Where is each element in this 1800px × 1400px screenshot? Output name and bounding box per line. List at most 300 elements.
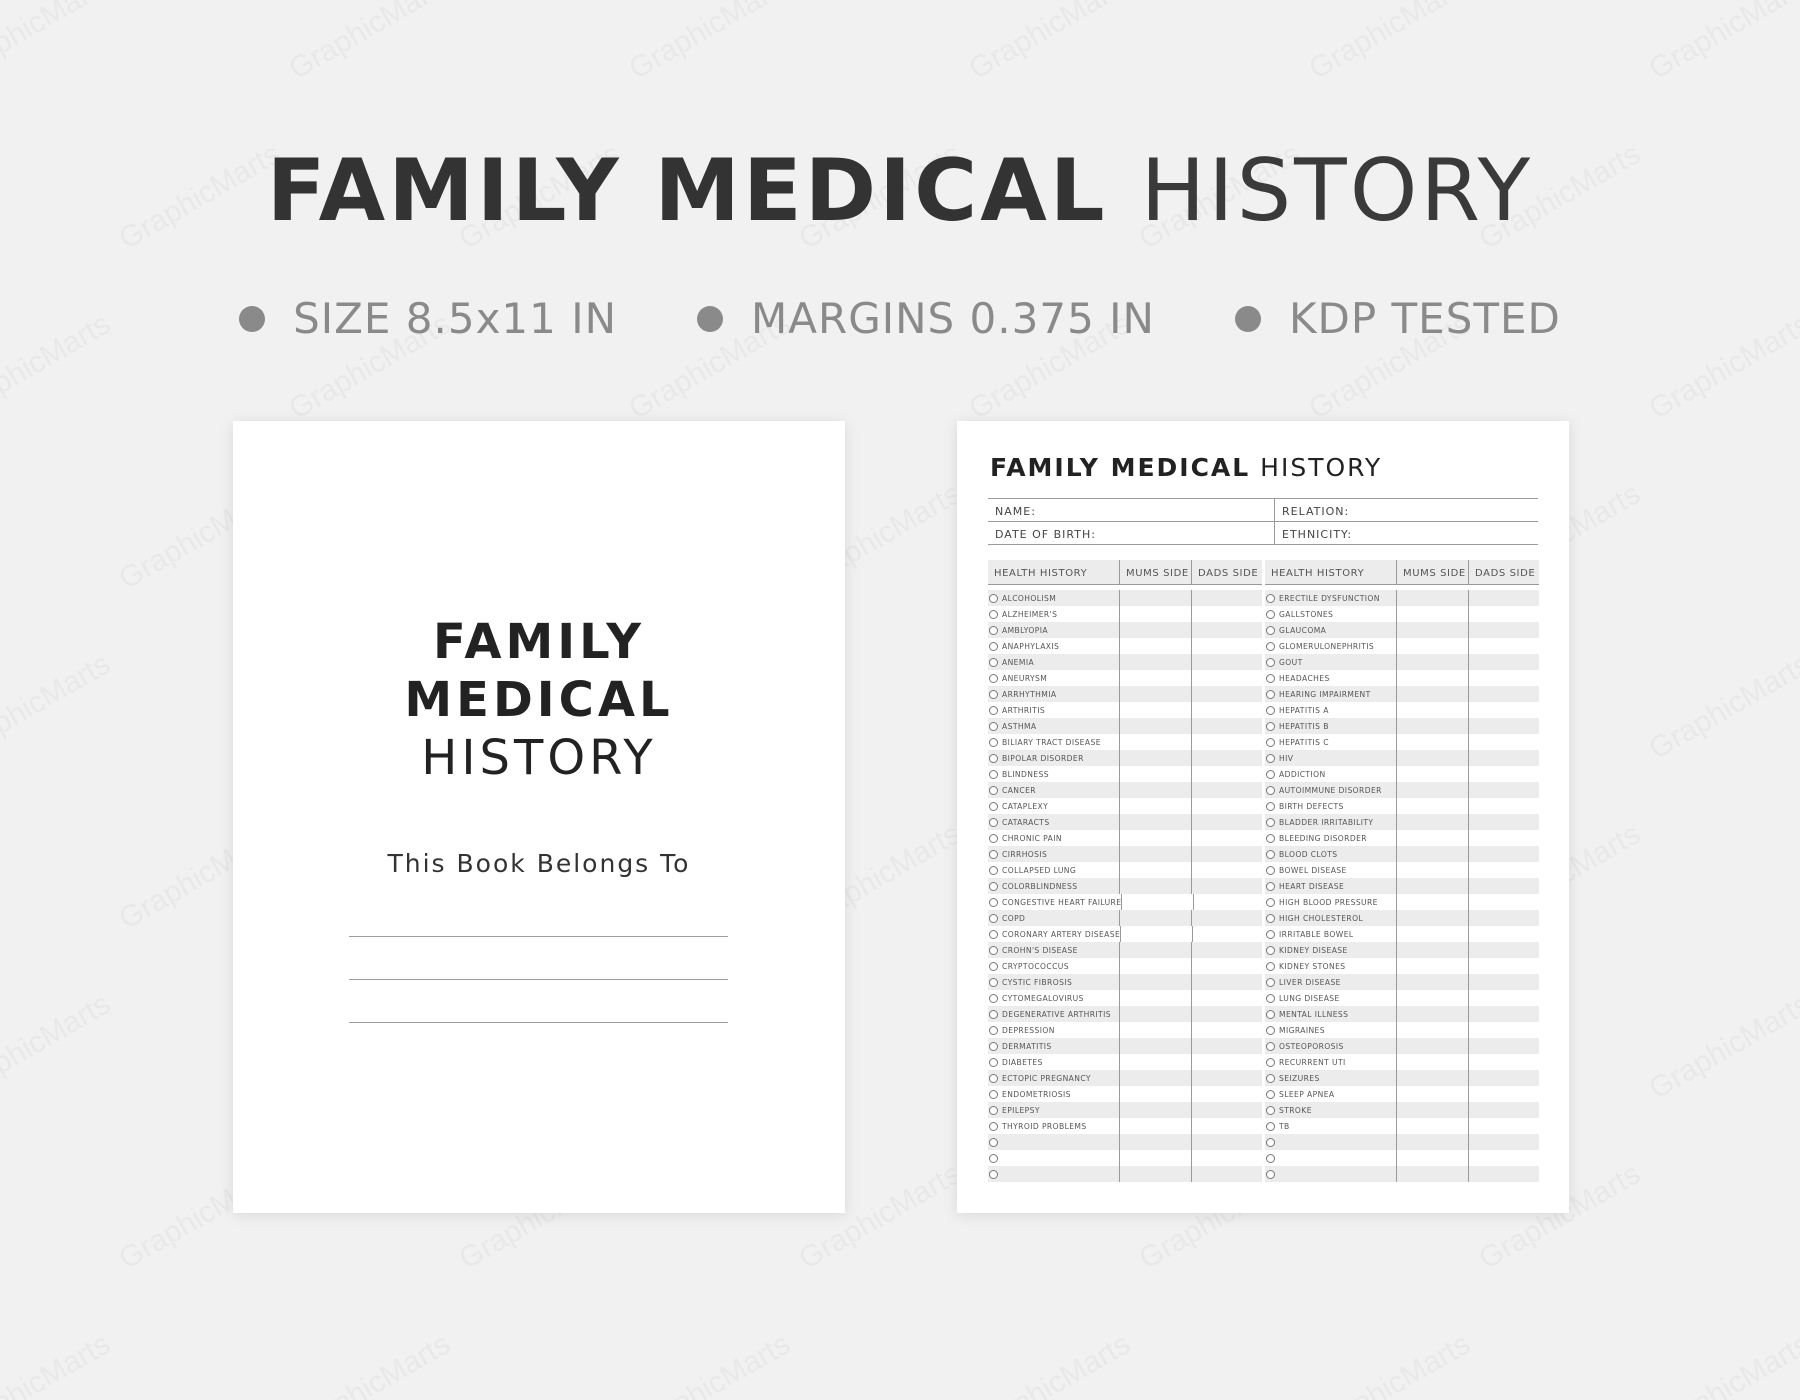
condition-label: HIGH CHOLESTEROL [1279,913,1364,923]
condition-cell [988,734,1119,750]
mums-side-cell [1119,734,1191,750]
condition-cell [988,766,1119,782]
dads-side-cell [1468,1070,1539,1086]
checkbox-circle-icon [989,738,998,747]
condition-cell [1265,1054,1396,1070]
condition-label: ARTHRITIS [1002,705,1046,715]
dads-side-cell [1191,942,1262,958]
personal-info-grid [988,498,1538,545]
dads-side-cell [1191,990,1262,1006]
dads-side-cell [1468,1150,1539,1166]
condition-label: CIRRHOSIS [1002,849,1048,859]
condition-label: ADDICTION [1279,769,1326,779]
checkbox-circle-icon [989,914,998,923]
condition-label: HEPATITIS B [1279,721,1329,731]
condition-cell [1265,1070,1396,1086]
watermark-text [1304,0,1477,87]
table-row [1265,1006,1539,1022]
watermark-text [624,1327,797,1400]
condition-cell [1265,798,1396,814]
condition-label: GALLSTONES [1279,609,1334,619]
mums-side-cell [1119,1134,1191,1150]
table-row [988,1150,1262,1166]
condition-label: MENTAL ILLNESS [1279,1009,1349,1019]
dads-side-cell [1468,654,1539,670]
checkbox-circle-icon [989,962,998,971]
condition-label: BLADDER IRRITABILITY [1279,817,1374,827]
condition-cell [988,974,1119,990]
table-row [1265,814,1539,830]
condition-label: IRRITABLE BOWEL [1279,929,1354,939]
table-row [1265,590,1539,606]
cover-title-line: HISTORY [421,730,657,786]
table-row [988,686,1262,702]
table-row [1265,782,1539,798]
condition-label: CYSTIC FIBROSIS [1002,977,1073,987]
condition-cell [988,1166,1119,1182]
table-row [988,718,1262,734]
mums-side-cell [1120,926,1192,942]
health-table-left [988,560,1262,1182]
condition-cell [1265,654,1396,670]
condition-label: HIGH BLOOD PRESSURE [1279,897,1378,907]
condition-cell [988,878,1119,894]
mums-side-cell [1396,990,1468,1006]
dads-side-cell [1468,814,1539,830]
table-row [988,1134,1262,1150]
condition-label: COLLAPSED LUNG [1002,865,1077,875]
mums-side-cell [1119,686,1191,702]
table-header [988,560,1262,585]
interior-title-bold: FAMILY MEDICAL [990,453,1251,482]
condition-label: STROKE [1279,1105,1312,1115]
table-row [988,814,1262,830]
info-row [988,522,1538,545]
checkbox-circle-icon [989,866,998,875]
mums-side-cell [1119,910,1191,926]
dads-side-cell [1191,1022,1262,1038]
checkbox-circle-icon [989,1010,998,1019]
condition-label: THYROID PROBLEMS [1002,1121,1087,1131]
table-row [988,1118,1262,1134]
mums-side-cell [1396,782,1468,798]
dads-side-cell [1468,1166,1539,1182]
ethnicity-field: ETHNICITY: [1282,528,1353,541]
table-row [988,878,1262,894]
checkbox-circle-icon [1266,1074,1275,1083]
belongs-to-label: This Book Belongs To [387,849,691,878]
condition-cell [988,1022,1119,1038]
table-row [1265,1134,1539,1150]
condition-cell [1265,750,1396,766]
condition-label: HEPATITIS A [1279,705,1329,715]
checkbox-circle-icon [989,722,998,731]
mums-side-cell [1396,654,1468,670]
dads-side-cell [1468,798,1539,814]
condition-cell [1265,1038,1396,1054]
condition-label: ARRHYTHMIA [1002,689,1057,699]
mums-side-cell [1119,670,1191,686]
table-row [988,654,1262,670]
condition-cell [988,1006,1119,1022]
checkbox-circle-icon [989,626,998,635]
dads-side-cell [1191,846,1262,862]
condition-cell [988,670,1119,686]
condition-cell [988,1054,1119,1070]
condition-cell [1265,638,1396,654]
mums-side-cell [1121,894,1193,910]
dads-side-cell [1191,814,1262,830]
checkbox-circle-icon [1266,994,1275,1003]
condition-label: CHRONIC PAIN [1002,833,1062,843]
dads-side-cell [1468,590,1539,606]
watermark-text [964,0,1137,87]
mums-side-cell [1396,878,1468,894]
watermark-text [1644,1327,1800,1400]
cover-page [233,421,845,1213]
dads-side-cell [1191,1054,1262,1070]
condition-label: HEADACHES [1279,673,1330,683]
mums-side-cell [1119,782,1191,798]
mums-side-cell [1119,974,1191,990]
mums-side-cell [1119,654,1191,670]
mums-side-cell [1396,606,1468,622]
condition-label: CATARACTS [1002,817,1050,827]
checkbox-circle-icon [1266,914,1275,923]
table-row [1265,846,1539,862]
condition-cell [988,862,1119,878]
dads-side-cell [1468,1086,1539,1102]
table-row [988,750,1262,766]
checkbox-circle-icon [1266,1010,1275,1019]
table-row [1265,654,1539,670]
dads-side-cell [1468,1102,1539,1118]
checkbox-circle-icon [989,1058,998,1067]
table-row [988,590,1262,606]
interior-title [990,453,1382,482]
condition-cell [1265,990,1396,1006]
checkbox-circle-icon [989,1026,998,1035]
dads-side-cell [1191,1086,1262,1102]
condition-label: ALZHEIMER'S [1002,609,1058,619]
condition-cell [1265,1118,1396,1134]
mums-side-cell [1396,846,1468,862]
condition-label: ASTHMA [1002,721,1037,731]
watermark-text [0,0,116,87]
dads-side-cell [1191,702,1262,718]
mums-side-cell [1396,974,1468,990]
mums-side-cell [1396,702,1468,718]
condition-label: ERECTILE DYSFUNCTION [1279,593,1380,603]
name-write-line [349,979,728,980]
dads-side-cell [1191,1006,1262,1022]
condition-cell [988,718,1119,734]
checkbox-circle-icon [1266,802,1275,811]
condition-cell [1265,766,1396,782]
dads-side-cell [1191,1070,1262,1086]
mums-side-cell [1119,862,1191,878]
condition-cell [988,894,1121,910]
condition-label: COLORBLINDNESS [1002,881,1078,891]
condition-label: BOWEL DISEASE [1279,865,1347,875]
mums-side-cell [1119,1118,1191,1134]
checkbox-circle-icon [1266,946,1275,955]
dads-side-cell [1468,686,1539,702]
mums-side-cell [1119,958,1191,974]
table-row [1265,798,1539,814]
checkbox-circle-icon [1266,658,1275,667]
condition-label: HEART DISEASE [1279,881,1345,891]
column-header-mums-side: MUMS SIDE [1119,560,1191,584]
table-row [1265,622,1539,638]
condition-cell [988,606,1119,622]
mums-side-cell [1396,814,1468,830]
condition-cell [988,1102,1119,1118]
condition-cell [1265,830,1396,846]
table-row [988,846,1262,862]
table-header [1265,560,1539,585]
mums-side-cell [1396,862,1468,878]
dads-side-cell [1191,590,1262,606]
condition-cell [1265,926,1396,942]
condition-cell [988,654,1119,670]
condition-cell [1265,686,1396,702]
condition-label: BLINDNESS [1002,769,1049,779]
condition-label: RECURRENT UTI [1279,1057,1346,1067]
checkbox-circle-icon [1266,882,1275,891]
checkbox-circle-icon [1266,610,1275,619]
condition-cell [988,990,1119,1006]
column-header-mums-side: MUMS SIDE [1396,560,1468,584]
checkbox-circle-icon [1266,1026,1275,1035]
condition-cell [988,910,1119,926]
watermark-text [1644,0,1800,87]
condition-cell [1265,718,1396,734]
condition-cell [1265,974,1396,990]
mums-side-cell [1119,1166,1191,1182]
table-row [988,638,1262,654]
interior-title-light: HISTORY [1260,453,1383,482]
condition-label: AMBLYOPIA [1002,625,1048,635]
dads-side-cell [1468,718,1539,734]
checkbox-circle-icon [989,1106,998,1115]
table-row [988,1054,1262,1070]
condition-cell [1265,1022,1396,1038]
mums-side-cell [1119,1102,1191,1118]
checkbox-circle-icon [989,850,998,859]
table-row [988,958,1262,974]
dads-side-cell [1468,1134,1539,1150]
page-title-bold: FAMILY MEDICAL [266,141,1108,241]
watermark-text [1644,647,1800,766]
condition-cell [988,1038,1119,1054]
mums-side-cell [1396,766,1468,782]
checkbox-circle-icon [1266,786,1275,795]
mums-side-cell [1396,1166,1468,1182]
checkbox-circle-icon [1266,1138,1275,1147]
checkbox-circle-icon [1266,866,1275,875]
condition-cell [988,750,1119,766]
checkbox-circle-icon [989,754,998,763]
checkbox-circle-icon [989,1074,998,1083]
checkbox-circle-icon [989,946,998,955]
condition-label: BIPOLAR DISORDER [1002,753,1084,763]
bullet-icon [1235,306,1261,332]
interior-page [957,421,1569,1213]
table-row [988,606,1262,622]
dads-side-cell [1468,766,1539,782]
checkbox-circle-icon [989,690,998,699]
condition-cell [1265,1150,1396,1166]
name-write-line [349,1022,728,1023]
dads-side-cell [1468,910,1539,926]
condition-label: BIRTH DEFECTS [1279,801,1344,811]
condition-cell [988,622,1119,638]
condition-label: CRYPTOCOCCUS [1002,961,1069,971]
dads-side-cell [1468,670,1539,686]
condition-cell [1265,814,1396,830]
bullet-icon [239,306,265,332]
column-header-dads-side: DADS SIDE [1191,560,1262,584]
table-row [1265,862,1539,878]
condition-label: AUTOIMMUNE DISORDER [1279,785,1382,795]
mums-side-cell [1396,1102,1468,1118]
condition-label: OSTEOPOROSIS [1279,1041,1344,1051]
checkbox-circle-icon [989,1042,998,1051]
table-row [988,974,1262,990]
dads-side-cell [1191,782,1262,798]
condition-cell [1265,942,1396,958]
mums-side-cell [1396,622,1468,638]
name-write-line [349,936,728,937]
checkbox-circle-icon [989,994,998,1003]
mums-side-cell [1119,1070,1191,1086]
table-row [1265,1054,1539,1070]
watermark-text [0,647,116,766]
mums-side-cell [1396,734,1468,750]
mums-side-cell [1396,718,1468,734]
condition-label: ANEMIA [1002,657,1035,667]
table-row [988,702,1262,718]
checkbox-circle-icon [1266,1042,1275,1051]
checkbox-circle-icon [989,898,998,907]
table-row [988,1006,1262,1022]
table-row [1265,1038,1539,1054]
mums-side-cell [1119,750,1191,766]
mums-side-cell [1119,814,1191,830]
dads-side-cell [1191,766,1262,782]
condition-cell [988,846,1119,862]
cover-title [233,613,845,787]
dads-side-cell [1468,830,1539,846]
mums-side-cell [1396,942,1468,958]
mums-side-cell [1396,910,1468,926]
checkbox-circle-icon [989,674,998,683]
condition-cell [1265,782,1396,798]
mums-side-cell [1396,750,1468,766]
table-row [1265,926,1539,942]
condition-cell [988,798,1119,814]
checkbox-circle-icon [1266,626,1275,635]
mums-side-cell [1119,590,1191,606]
health-table-right [1265,560,1539,1182]
table-row [988,830,1262,846]
condition-label: GLOMERULONEPHRITIS [1279,641,1375,651]
dads-side-cell [1191,798,1262,814]
table-row [988,1086,1262,1102]
table-row [1265,734,1539,750]
page-title [0,141,1800,241]
condition-label: CYTOMEGALOVIRUS [1002,993,1084,1003]
cover-title-line: MEDICAL [404,672,674,728]
condition-cell [988,942,1119,958]
condition-label: CANCER [1002,785,1036,795]
mums-side-cell [1119,718,1191,734]
checkbox-circle-icon [1266,834,1275,843]
dads-side-cell [1468,622,1539,638]
dads-side-cell [1191,750,1262,766]
dads-side-cell [1468,702,1539,718]
table-row [1265,990,1539,1006]
table-row [1265,606,1539,622]
mums-side-cell [1396,686,1468,702]
table-row [988,622,1262,638]
checkbox-circle-icon [989,642,998,651]
condition-cell [988,686,1119,702]
table-row [1265,686,1539,702]
condition-cell [988,814,1119,830]
table-row [1265,766,1539,782]
table-row [1265,670,1539,686]
mums-side-cell [1396,926,1468,942]
dads-side-cell [1192,926,1262,942]
relation-field: RELATION: [1282,505,1350,518]
table-row [988,942,1262,958]
dads-side-cell [1191,830,1262,846]
condition-label: BLEEDING DISORDER [1279,833,1367,843]
condition-cell [1265,910,1396,926]
mums-side-cell [1119,702,1191,718]
mums-side-cell [1396,1134,1468,1150]
watermark-text [1304,1327,1477,1400]
dads-side-cell [1191,718,1262,734]
dads-side-cell [1468,734,1539,750]
table-row [988,670,1262,686]
mums-side-cell [1119,1006,1191,1022]
checkbox-circle-icon [1266,642,1275,651]
condition-label: KIDNEY STONES [1279,961,1346,971]
dads-side-cell [1191,654,1262,670]
dads-side-cell [1468,926,1539,942]
checkbox-circle-icon [1266,770,1275,779]
dads-side-cell [1468,894,1539,910]
mums-side-cell [1396,670,1468,686]
table-row [1265,638,1539,654]
checkbox-circle-icon [1266,962,1275,971]
condition-label: CORONARY ARTERY DISEASE [1002,929,1121,939]
dads-side-cell [1191,1134,1262,1150]
mums-side-cell [1396,1038,1468,1054]
condition-label: LIVER DISEASE [1279,977,1341,987]
checkbox-circle-icon [1266,818,1275,827]
condition-cell [988,958,1119,974]
condition-label: GOUT [1279,657,1303,667]
column-header-health-history: HEALTH HISTORY [994,568,1088,579]
condition-cell [1265,878,1396,894]
condition-cell [1265,1006,1396,1022]
page-title-light: HISTORY [1140,141,1534,241]
condition-cell [988,590,1119,606]
